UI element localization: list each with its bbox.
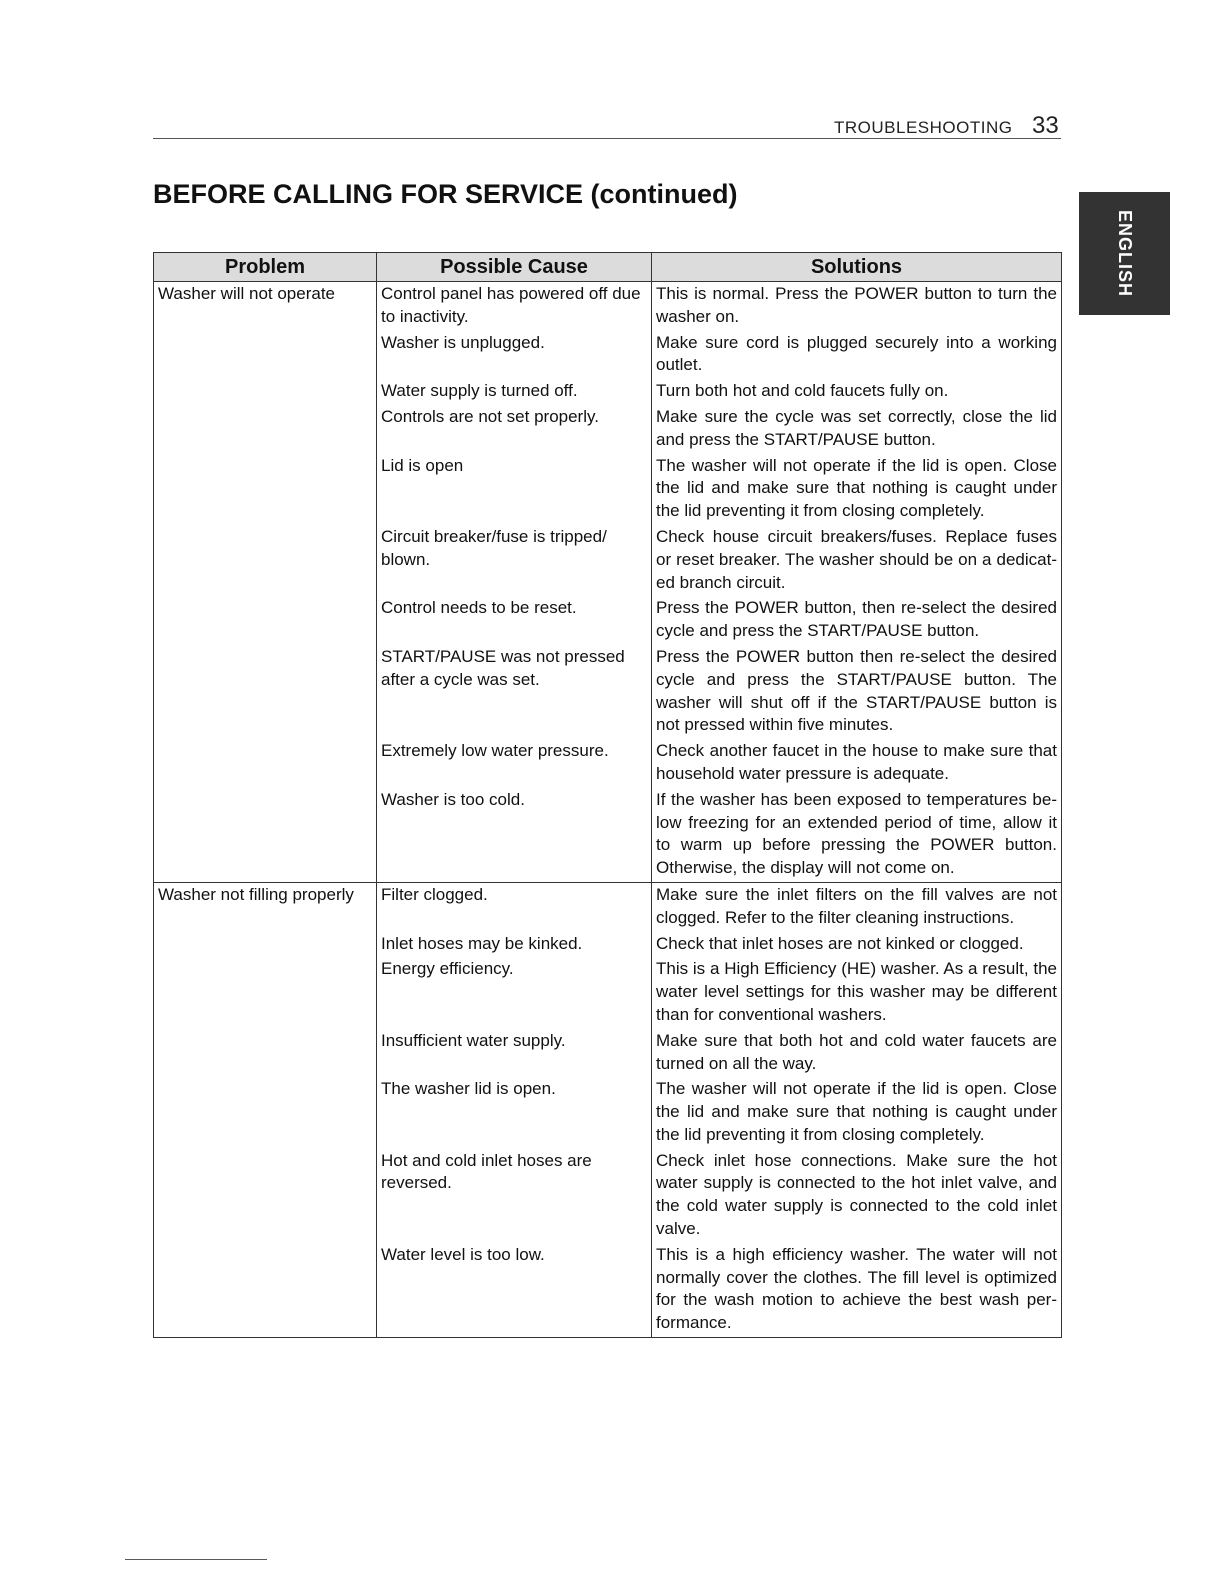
solution-cell: This is a High Efficiency (HE) washer. As a result, the water level settings for this washer may be different than for conventional washers. (652, 957, 1062, 1028)
cause-cell: Hot and cold inlet hoses are reversed. (377, 1149, 652, 1243)
solution-cell: Check that inlet hoses are not kinked or clogged. (652, 932, 1062, 958)
cause-cell: Circuit breaker/fuse is tripped/ blown. (377, 525, 652, 596)
cause-cell: Washer is too cold. (377, 788, 652, 883)
language-tab (1079, 192, 1170, 315)
cause-cell: The washer lid is open. (377, 1077, 652, 1148)
footer-link-line (125, 1559, 267, 1560)
solution-cell: Turn both hot and cold faucets fully on. (652, 379, 1062, 405)
problem-cell: Washer not filling properly (154, 882, 377, 1337)
cause-cell: Water level is too low. (377, 1243, 652, 1338)
header-problem: Problem (154, 253, 377, 282)
language-tab-label: ENGLISH (1114, 209, 1135, 298)
cause-cell: Insufficient water supply. (377, 1029, 652, 1078)
cause-cell: Water supply is turned off. (377, 379, 652, 405)
solution-cell: If the washer has been exposed to temperatures be-low freezing for an extended period of time, allow it to warm up before pressing the POWER button. Otherwise, the display will not come on. (652, 788, 1062, 883)
solution-cell: Make sure the inlet filters on the fill valves are not clogged. Refer to the filter cleaning instructions. (652, 882, 1062, 931)
cause-cell: Washer is unplugged. (377, 331, 652, 380)
solution-cell: Make sure that both hot and cold water faucets are turned on all the way. (652, 1029, 1062, 1078)
solution-cell: Check another faucet in the house to make sure that household water pressure is adequate. (652, 739, 1062, 788)
troubleshooting-table (153, 252, 1062, 1338)
cause-cell: START/PAUSE was not pressed after a cycle was set. (377, 645, 652, 739)
cause-cell: Filter clogged. (377, 882, 652, 931)
problem-cell: Washer will not operate (154, 282, 377, 883)
cause-cell: Inlet hoses may be kinked. (377, 932, 652, 958)
solution-cell: The washer will not operate if the lid is open. Close the lid and make sure that nothing is caught under the lid preventing it from closing completely. (652, 454, 1062, 525)
table-header-row (154, 253, 1062, 282)
section-label: TROUBLESHOOTING (834, 118, 1013, 137)
solution-cell: This is a high efficiency washer. The water will not normally cover the clothes. The fill level is optimized for the wash motion to achieve the best wash per-formance. (652, 1243, 1062, 1338)
solution-cell: The washer will not operate if the lid is open. Close the lid and make sure that nothing is caught under the lid preventing it from closing completely. (652, 1077, 1062, 1148)
solution-cell: Press the POWER button then re-select the desired cycle and press the START/PAUSE button. The washer will shut off if the START/PAUSE button is not pressed within five minutes. (652, 645, 1062, 739)
solution-cell: This is normal. Press the POWER button to turn the washer on. (652, 282, 1062, 331)
solution-cell: Make sure cord is plugged securely into a working outlet. (652, 331, 1062, 380)
table-row (154, 882, 1062, 931)
solution-cell: Make sure the cycle was set correctly, close the lid and press the START/PAUSE button. (652, 405, 1062, 454)
header-possible-cause: Possible Cause (377, 253, 652, 282)
header-solutions: Solutions (652, 253, 1062, 282)
solution-cell: Check inlet hose connections. Make sure the hot water supply is connected to the hot inlet valve, and the cold water supply is connected to the cold inlet valve. (652, 1149, 1062, 1243)
solution-cell: Press the POWER button, then re-select the desired cycle and press the START/PAUSE button. (652, 596, 1062, 645)
cause-cell: Control needs to be reset. (377, 596, 652, 645)
cause-cell: Lid is open (377, 454, 652, 525)
page-number: 33 (1032, 112, 1059, 139)
cause-cell: Controls are not set properly. (377, 405, 652, 454)
solution-cell: Check house circuit breakers/fuses. Replace fuses or reset breaker. The washer should be on a dedicat-ed branch circuit. (652, 525, 1062, 596)
cause-cell: Control panel has powered off due to inactivity. (377, 282, 652, 331)
page-title: BEFORE CALLING FOR SERVICE (continued) (153, 179, 738, 209)
cause-cell: Extremely low water pressure. (377, 739, 652, 788)
cause-cell: Energy efficiency. (377, 957, 652, 1028)
header-rule (153, 138, 1061, 139)
table-row (154, 282, 1062, 331)
